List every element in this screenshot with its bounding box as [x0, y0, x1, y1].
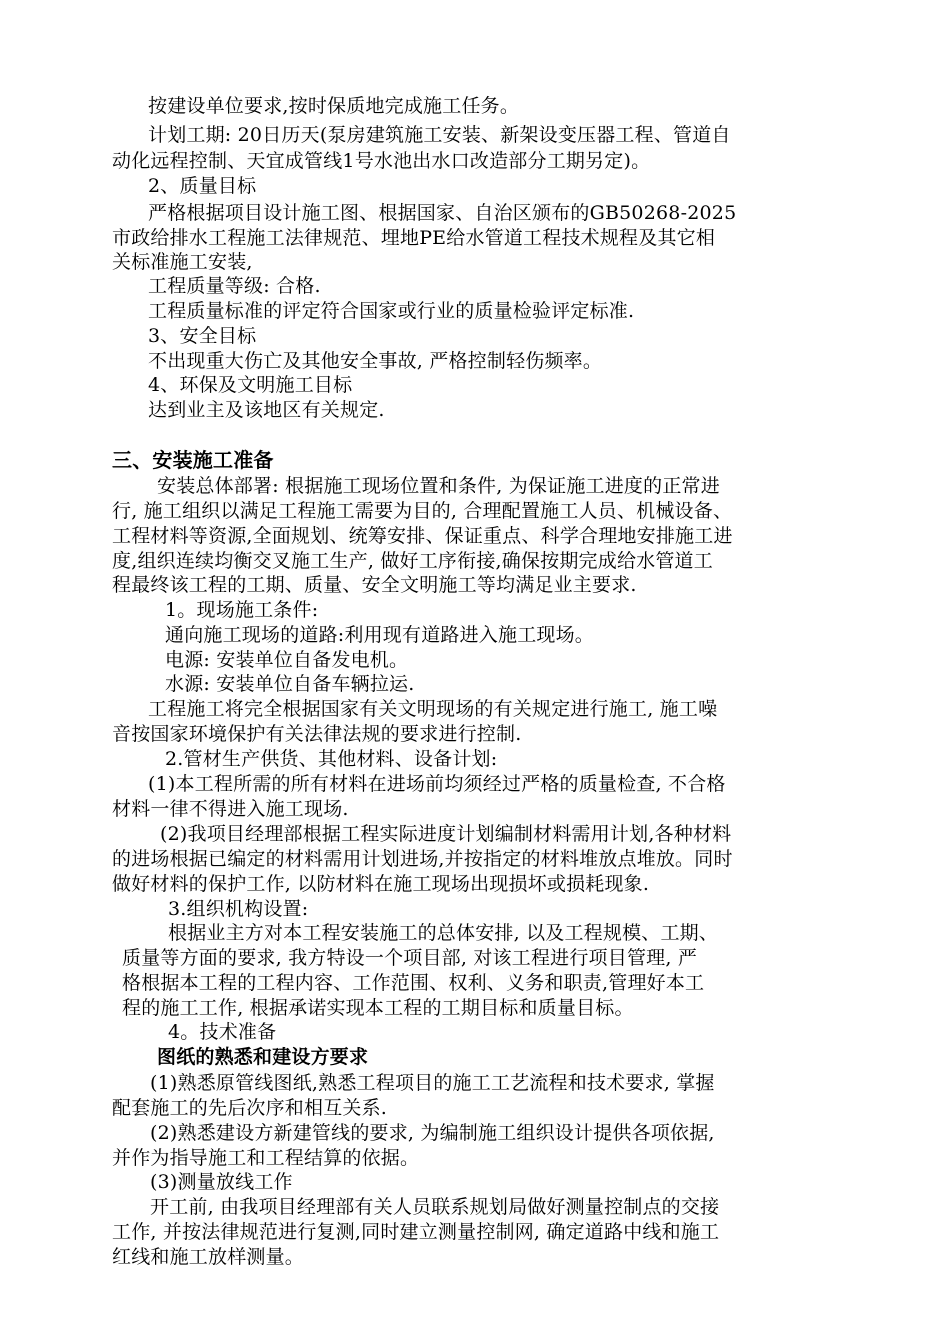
text-line: 2.管材生产供货、其他材料、设备计划:: [165, 748, 498, 770]
text-line: 4。技术准备: [168, 1021, 277, 1043]
text-line: 2、质量目标: [148, 175, 257, 197]
text-line: 通向施工现场的道路:利用现有道路进入施工现场。: [165, 624, 595, 646]
text-line: 行, 施工组织以满足工程施工需要为目的, 合理配置施工人员、机械设备、: [112, 500, 733, 522]
text-line: 度,组织连续均衡交叉施工生产, 做好工序衔接,确保按期完成给水管道工: [112, 550, 713, 572]
text-line: (2)我项目经理部根据工程实际进度计划编制材料需用计划,各种材料: [160, 823, 732, 845]
text-line: 达到业主及该地区有关规定.: [148, 399, 385, 421]
text-line: 工程施工将完全根据国家有关文明现场的有关规定进行施工, 施工噪: [148, 698, 718, 720]
text-line: 配套施工的先后次序和相互关系.: [112, 1097, 388, 1119]
text-line: 工作, 并按法律规范进行复测,同时建立测量控制网, 确定道路中线和施工: [112, 1221, 720, 1243]
text-line: 工程质量标准的评定符合国家或行业的质量检验评定标准.: [148, 300, 635, 322]
text-line: 4、环保及文明施工目标: [148, 374, 353, 396]
text-line: 安装总体部署: 根据施工现场位置和条件, 为保证施工进度的正常进: [157, 475, 720, 497]
subsection-heading: 图纸的熟悉和建设方要求: [157, 1046, 369, 1068]
text-line: 程的施工工作, 根据承诺实现本工程的工期目标和质量目标。: [122, 997, 634, 1019]
text-line: 关标准施工安装,: [112, 251, 253, 273]
text-line: 不出现重大伤亡及其他安全事故, 严格控制轻伤频率。: [148, 350, 603, 372]
section-heading: 三、安装施工准备: [112, 448, 274, 472]
text-line: 按建设单位要求,按时保质地完成施工任务。: [148, 95, 520, 117]
text-line: (1)熟悉原管线图纸,熟悉工程项目的施工工艺流程和技术要求, 掌握: [150, 1072, 715, 1094]
text-line: 质量等方面的要求, 我方特设一个项目部, 对该工程进行项目管理, 严: [122, 947, 698, 969]
text-line: 音按国家环境保护有关法律法规的要求进行控制.: [112, 723, 522, 745]
text-line: 3、安全目标: [148, 325, 257, 347]
text-line: 水源: 安装单位自备车辆拉运.: [165, 673, 415, 695]
text-line: (2)熟悉建设方新建管线的要求, 为编制施工组织设计提供各项依据,: [150, 1122, 715, 1144]
text-line: 红线和施工放样测量。: [112, 1246, 305, 1268]
text-line: 计划工期: 20日历天(泵房建筑施工安装、新架设变压器工程、管道自: [148, 124, 731, 146]
text-line: 材料一律不得进入施工现场.: [112, 798, 349, 820]
text-line: 并作为指导施工和工程结算的依据。: [112, 1147, 420, 1169]
text-line: 电源: 安装单位自备发电机。: [165, 649, 409, 671]
text-line: 工程材料等资源,全面规划、统筹安排、保证重点、科学合理地安排施工进: [112, 525, 733, 547]
text-line: 市政给排水工程施工法律规范、埋地PE给水管道工程技术规程及其它相: [112, 227, 716, 249]
text-line: 根据业主方对本工程安装施工的总体安排, 以及工程规模、工期、: [168, 922, 719, 944]
text-line: 1。现场施工条件:: [165, 599, 319, 621]
text-line: 3.组织机构设置:: [168, 898, 309, 920]
text-line: 的进场根据已编定的材料需用计划进场,并按指定的材料堆放点堆放。同时: [112, 848, 733, 870]
text-line: 工程质量等级: 合格.: [148, 275, 321, 297]
text-line: (1)本工程所需的所有材料在进场前均须经过严格的质量检查, 不合格: [148, 773, 726, 795]
text-line: 做好材料的保护工作, 以防材料在施工现场出现损坏或损耗现象.: [112, 873, 650, 895]
text-line: 严格根据项目设计施工图、根据国家、自治区颁布的GB50268-2025: [148, 202, 737, 224]
text-line: 动化远程控制、天宜成管线1号水池出水口改造部分工期另定)。: [112, 150, 651, 172]
text-line: 程最终该工程的工期、质量、安全文明施工等均满足业主要求.: [112, 574, 637, 596]
text-line: 开工前, 由我项目经理部有关人员联系规划局做好测量控制点的交接: [150, 1196, 720, 1218]
text-line: (3)测量放线工作: [150, 1171, 293, 1193]
text-line: 格根据本工程的工程内容、工作范围、权利、义务和职责,管理好本工: [122, 972, 705, 994]
